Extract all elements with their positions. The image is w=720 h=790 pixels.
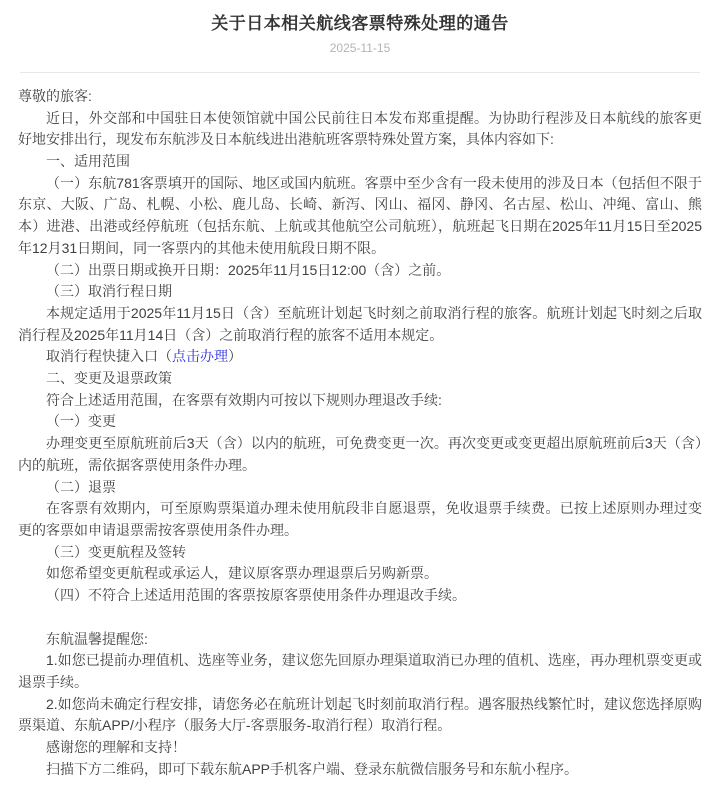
paragraph: （三）取消行程日期 <box>46 283 172 300</box>
paragraph: 感谢您的理解和支持！ <box>46 739 186 756</box>
paragraph: （二）退票 <box>46 478 116 495</box>
paragraph: 尊敬的旅客: <box>18 87 92 104</box>
paragraph: 在客票有效期内，可至原购票渠道办理未使用航段非自愿退票，免收退票手续费。已按上述原则办理过变更的客票如申请退票需按客票使用条件办理。 <box>18 500 702 538</box>
paragraph: 符合上述适用范围，在客票有效期内可按以下规则办理退改手续: <box>46 391 442 408</box>
paragraph: 一、适用范围 <box>46 153 130 170</box>
paragraph: （一）东航781客票填开的国际、地区或国内航班。客票中至少含有一段未使用的涉及日本（包括但不限于东京、大阪、广岛、札幌、小松、鹿儿岛、长崎、新泻、冈山、福冈、静冈、名古屋、松山、冲绳、富山、熊本）进港、出港或经停航班（包括东航、上航或其他航空公司航班），航班起飞日期在2025年11月15日至2025年12月31日期间，同一客票内的其他未使用航段日期不限。 <box>18 174 702 256</box>
page-title: 关于日本相关航线客票特殊处理的通告 <box>211 14 509 33</box>
paragraph: （一）变更 <box>46 413 116 430</box>
notice-body <box>0 73 720 790</box>
paragraph: 二、变更及退票政策 <box>46 370 172 387</box>
notice-header <box>0 0 720 55</box>
publish-date: 2025-11-15 <box>329 40 391 55</box>
paragraph: 近日，外交部和中国驻日本使领馆就中国公民前往日本发布郑重提醒。为协助行程涉及日本航线的旅客更好地安排出行，现发布东航涉及日本航线进出港航班客票特殊处置方案，具体内容如下: <box>18 109 702 148</box>
link-line-prefix: 取消行程快捷入口（ <box>46 348 172 365</box>
cancel-itinerary-link[interactable]: 点击办理 <box>172 348 228 365</box>
paragraph: 1.如您已提前办理值机、选座等业务，建议您先回原办理渠道取消已办理的值机、选座，再办理机票变更或退票手续。 <box>18 652 702 690</box>
paragraph: 办理变更至原航班前后3天（含）以内的航班，可免费变更一次。再次变更或变更超出原航班前后3天（含）内的航班，需依据客票使用条件办理。 <box>18 435 702 473</box>
paragraph: 2.如您尚未确定行程安排，请您务必在航班计划起飞时刻前取消行程。遇客服热线繁忙时，建议您选择原购票渠道、东航APP/小程序（服务大厅-客票服务-取消行程）取消行程。 <box>18 695 702 734</box>
paragraph-spacer <box>18 607 702 629</box>
paragraph <box>18 346 702 368</box>
paragraph: （二）出票日期或换开日期：2025年11月15日12:00（含）之前。 <box>46 261 451 278</box>
paragraph: 东航温馨提醒您: <box>46 630 148 647</box>
paragraph: （四）不符合上述适用范围的客票按原客票使用条件办理退改手续。 <box>46 587 466 604</box>
paragraph: 扫描下方二维码，即可下载东航APP手机客户端、登录东航微信服务号和东航小程序。 <box>46 760 579 777</box>
link-line-suffix: ） <box>228 348 242 365</box>
paragraph: 本规定适用于2025年11月15日（含）至航班计划起飞时刻之前取消行程的旅客。航班计划起飞时刻之后取消行程及2025年11月14日（含）之前取消行程的旅客不适用本规定。 <box>18 304 702 343</box>
paragraph: （三）变更航程及签转 <box>46 543 186 560</box>
paragraph: 如您希望变更航程或承运人，建议原客票办理退票后另购新票。 <box>46 565 438 582</box>
